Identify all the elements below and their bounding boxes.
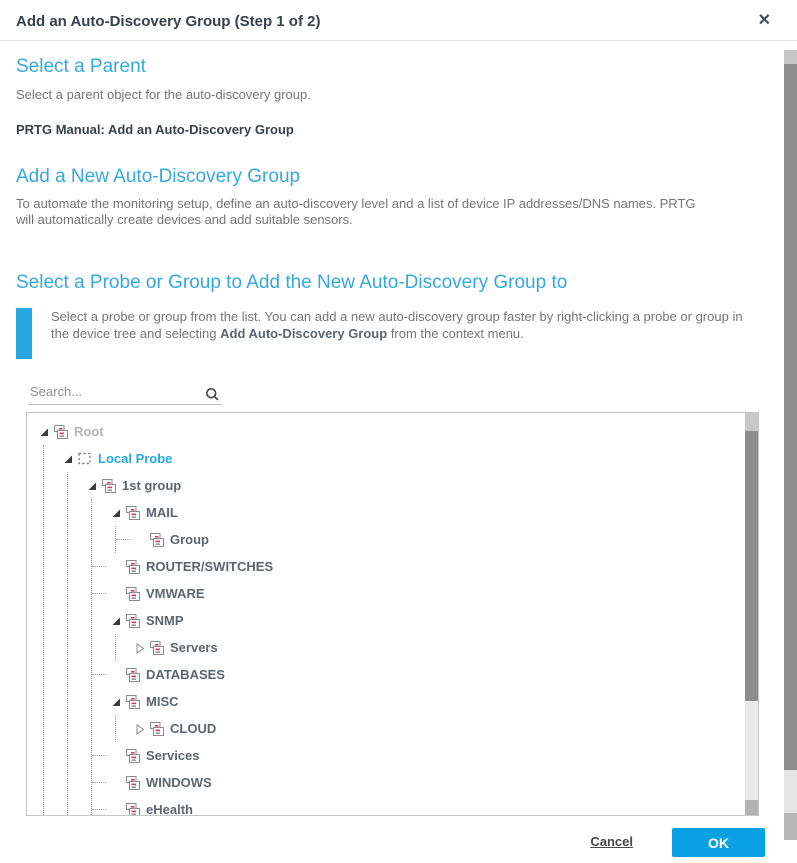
add-group-description: To automate the monitoring setup, define an auto-discovery level and a list of device IP addresses/DNS names. PRTG will automatically create devices and add suitable sensors. xyxy=(16,196,696,227)
tree-node-router-switches[interactable] xyxy=(109,553,758,580)
cancel-button[interactable]: Cancel xyxy=(590,834,633,849)
page-scrollbar[interactable] xyxy=(784,50,797,840)
info-accent-bar xyxy=(16,308,32,359)
group-icon xyxy=(149,721,165,737)
search-icon[interactable] xyxy=(205,387,220,402)
expanded-triangle-icon[interactable] xyxy=(61,452,74,465)
tree-elbow xyxy=(109,668,122,681)
tree-elbow xyxy=(109,560,122,573)
tree-node-label: MAIL xyxy=(146,505,178,520)
collapsed-triangle-icon[interactable] xyxy=(133,641,146,654)
group-icon xyxy=(125,775,141,791)
collapsed-triangle-icon[interactable] xyxy=(133,722,146,735)
tree-node-label: Local Probe xyxy=(98,451,173,466)
device-tree xyxy=(37,418,758,816)
page-scrollbar-thumb[interactable] xyxy=(784,64,797,770)
group-icon xyxy=(149,640,165,656)
search-box xyxy=(28,381,222,405)
tree-node-services[interactable] xyxy=(109,742,758,769)
tree-node-label: Servers xyxy=(170,640,218,655)
prtg-manual-link[interactable]: PRTG Manual: Add an Auto-Discovery Group xyxy=(16,122,294,137)
tree-elbow xyxy=(109,749,122,762)
tree-node-label: DATABASES xyxy=(146,667,225,682)
group-icon xyxy=(125,802,141,817)
info-box xyxy=(16,308,751,359)
search-input[interactable] xyxy=(28,381,196,401)
tree-node-snmp[interactable] xyxy=(109,607,758,634)
select-parent-description: Select a parent object for the auto-discovery group. xyxy=(16,87,311,102)
tree-node-cloud[interactable] xyxy=(133,715,758,742)
tree-elbow xyxy=(109,776,122,789)
probe-icon xyxy=(77,451,93,467)
expanded-triangle-icon[interactable] xyxy=(109,695,122,708)
info-text-bold: Add Auto-Discovery Group xyxy=(220,325,388,341)
tree-node-label: CLOUD xyxy=(170,721,217,736)
tree-node-servers[interactable] xyxy=(133,634,758,661)
expanded-triangle-icon[interactable] xyxy=(37,425,50,438)
group-icon xyxy=(101,478,117,494)
tree-node-mail[interactable] xyxy=(109,499,758,526)
tree-node-windows[interactable] xyxy=(109,769,758,796)
group-icon xyxy=(125,667,141,683)
tree-node-root[interactable] xyxy=(37,418,758,445)
tree-node-ehealth[interactable] xyxy=(109,796,758,816)
expanded-triangle-icon[interactable] xyxy=(109,506,122,519)
tree-node-label: WINDOWS xyxy=(146,775,212,790)
heading-select-probe: Select a Probe or Group to Add the New Auto-Discovery Group to xyxy=(16,272,568,293)
tree-node-label: Root xyxy=(74,424,104,439)
ok-button[interactable]: OK xyxy=(672,828,765,857)
tree-node-vmware[interactable] xyxy=(109,580,758,607)
tree-node-label: MISC xyxy=(146,694,179,709)
tree-elbow xyxy=(109,587,122,600)
tree-node-1st-group[interactable] xyxy=(85,472,758,499)
header-divider xyxy=(0,40,797,41)
tree-node-databases[interactable] xyxy=(109,661,758,688)
tree-node-label: Group xyxy=(170,532,209,547)
tree-node-label: SNMP xyxy=(146,613,184,628)
group-icon xyxy=(125,748,141,764)
heading-select-parent: Select a Parent xyxy=(16,56,146,77)
heading-add-group: Add a New Auto-Discovery Group xyxy=(16,166,301,187)
tree-scrollbar[interactable] xyxy=(745,413,758,815)
tree-node-local-probe[interactable] xyxy=(61,445,758,472)
dialog-title: Add an Auto-Discovery Group (Step 1 of 2) xyxy=(16,13,321,30)
group-icon xyxy=(125,613,141,629)
group-icon xyxy=(125,694,141,710)
tree-elbow xyxy=(133,533,146,546)
group-icon xyxy=(149,532,165,548)
info-text-after: from the context menu. xyxy=(387,325,524,341)
group-icon xyxy=(125,505,141,521)
tree-node-label: eHealth xyxy=(146,802,193,816)
tree-node-group[interactable] xyxy=(133,526,758,553)
tree-node-label: 1st group xyxy=(122,478,182,493)
tree-elbow xyxy=(109,803,122,816)
group-icon xyxy=(53,424,69,440)
expanded-triangle-icon[interactable] xyxy=(85,479,98,492)
tree-node-label: Services xyxy=(146,748,200,763)
close-icon[interactable]: ✕ xyxy=(757,12,771,29)
tree-node-label: ROUTER/SWITCHES xyxy=(146,559,274,574)
info-text-before: Select a probe or group from the list. You can add a new auto-discovery group faster by right-clicking a probe or group in the device tree and selecting xyxy=(51,309,743,341)
group-icon xyxy=(125,559,141,575)
tree-node-label: VMWARE xyxy=(146,586,205,601)
expanded-triangle-icon[interactable] xyxy=(109,614,122,627)
group-icon xyxy=(125,586,141,602)
tree-node-misc[interactable] xyxy=(109,688,758,715)
info-text xyxy=(51,309,751,359)
tree-scrollbar-thumb[interactable] xyxy=(745,431,758,701)
device-tree-panel xyxy=(26,412,759,816)
